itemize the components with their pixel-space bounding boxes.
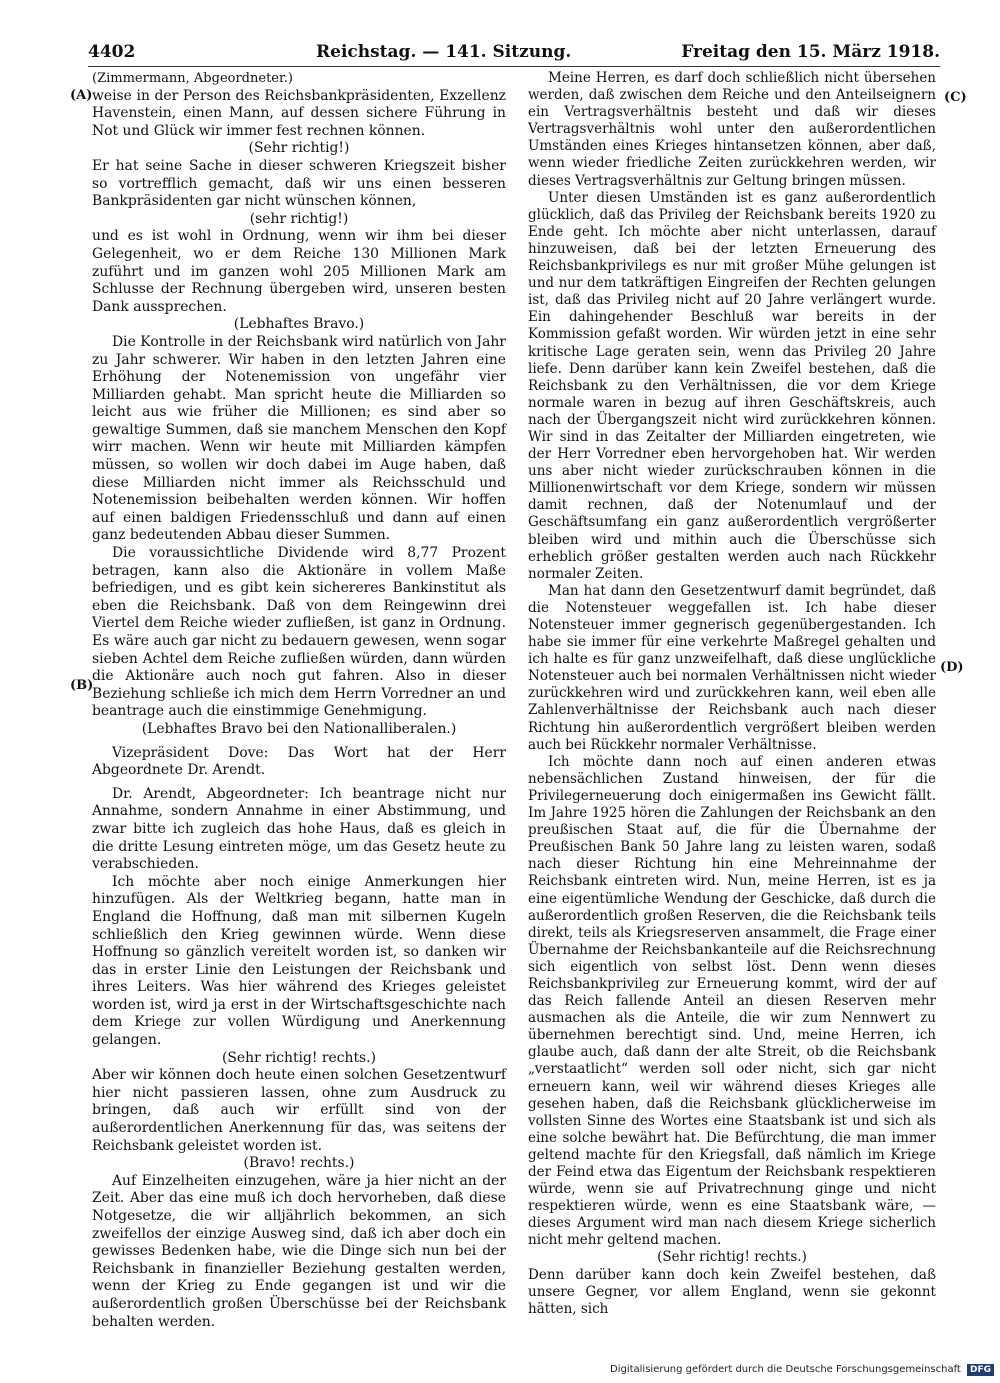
- interjection: (Sehr richtig! rechts.): [221, 1049, 376, 1066]
- paragraph: Ich möchte dann noch auf einen anderen etwas nebensächlichen Zustand hinweisen, der für die Privilegerneuerung doch einigermaßen ins Gewicht fällt. Im Jahre 1925 hören die Zahlungen der Reichsbank an den preußischen Staat auf, die für die Übernahme der Preußischen Bank 50 Jahre lang zu leisten waren, sodaß nach dieser Richtung hin eine Mehreinnahme der Reichsbank eintreten wird. Nun, meine Herren, ist es ja eine eigentümliche Wendung der Geschicke, daß durch die außerordentlich großen Reserven, die die Reichsbank teils direkt, teils als Kriegsreserven ansammelt, die Frage einer Übernahme der Reichsbankanteile auf die Reichsrechnung sich eigentlich von selbst löst. Denn wenn dieses Reichsbankprivileg zur Erneuerung kommt, wird der auf das Reich fallende Anteil an diesen Reserven mehr ausmachen als die Anteile, die wir zum Nennwert zu übernehmen berechtigt sind. Und, meine Herren, ich glaube auch, daß dann der alte Streit, ob die Reichsbank „verstaatlicht“ werden soll oder nicht, sich gar nicht erneuern kann, weil wir während dieses Krieges alle gesehen haben, daß die Reichsbank glücklicherweise im vollsten Sinne des Wortes eine Staatsbank ist und sich als eine solche bewährt hat. Die Befürchtung, die man immer geltend machte für den Kriegsfall, daß nämlich im Kriege der Feind etwa das Eigentum der Reichsbank respektieren würde, wenn sie auf Privatrechnung ginge und nicht respektieren würde, wenn es eine Staatsbank wäre, — dieses Argument wird man nach diesem Kriege sicherlich nicht mehr geltend machen.: [528, 753, 936, 1249]
- paragraph: Dr. Arendt, Abgeordneter: Ich beantrage nicht nur Annahme, sondern Annahme in einer Abstimmung, und zwar bitte ich zugleich das hohe Haus, daß es gleich in die dritte Lesung eintreten möge, um das Gesetz heute zu verabschieden.: [92, 785, 506, 873]
- paragraph: Aber wir können doch heute einen solchen Gesetzentwurf hier nicht passieren lassen, ohne zum Ausdruck zu bringen, daß auch wir erfüllt sind von der außerordentlichen Anerkennung für das, was seitens der Reichsbank geleistet worden ist.: [92, 1067, 506, 1154]
- paragraph: Meine Herren, es darf doch schließlich nicht übersehen werden, daß zwischen dem Reiche und den Anteilseignern ein Vertragsverhältnis besteht und daß wir dieses Vertragsverhältnis wohl unter den außerordentlichen Umständen eines Krieges hintansetzen können, aber daß, wenn wieder friedliche Zeiten zurückkehren werden, wir dieses Vertragsverhältnis zur Geltung bringen müssen.: [528, 70, 936, 189]
- right-column: [528, 70, 936, 1318]
- dfg-logo: DFG: [967, 1364, 994, 1376]
- paragraph: Er hat seine Sache in dieser schweren Kriegszeit bisher so vortrefflich gemacht, daß wir uns einen besseren Bankpräsidenten gar nicht wünschen können,: [92, 157, 506, 210]
- paragraph: Unter diesen Umständen ist es ganz außerordentlich glücklich, daß das Privileg der Reichsbank bereits 1920 zu Ende geht. Ich möchte aber nicht unterlassen, darauf hinzuweisen, daß bei der letzten Erneuerung des Reichsbankprivilegs es nur mit großer Mühe gelungen ist und nur dem tatkräftigen Eingreifen der Rechten gelungen ist, daß das Privileg nicht auf 20 Jahre verlängert wurde. Ein dahingehender Beschluß war bereits in der Kommission gefaßt worden. Wir würden jetzt in eine sehr kritische Lage geraten sein, wenn das Privileg 20 Jahre liefe. Denn darüber kann kein Zweifel bestehen, daß die Reichsbank zu den Verhältnissen, die vor dem Kriege normale waren in bezug auf ihren Geschäftskreis, auch nach der Übergangszeit nicht wird zurückkehren können. Wir sind in das Zeitalter der Milliarden eingetreten, wie der Herr Vorredner eben hervorgehoben hat. Wir werden uns aber nicht wieder zurückschrauben können in die Millionenwirtschaft vor dem Kriege, sondern wir müssen damit rechnen, daß der Notenumlauf und der Geschäftsumfang ein ganz außerordentlich vergrößerter bleiben wird und mithin auch die Überschüsse sich erheblich größer gestalten werden auch nach Rückkehr normaler Zeiten.: [528, 189, 936, 582]
- margin-marker-a: (A): [70, 88, 93, 103]
- interjection: (sehr richtig!): [249, 210, 349, 227]
- header-date: Freitag den 15. März 1918.: [681, 42, 940, 62]
- page-number: 4402: [88, 42, 136, 62]
- page-header: [88, 40, 940, 67]
- margin-marker-c: (C): [944, 90, 967, 105]
- paragraph: Vizepräsident Dove: Das Wort hat der Herr Abgeordnete Dr. Arendt.: [92, 744, 506, 779]
- left-column: [92, 70, 506, 1331]
- digitization-footer: [610, 1364, 994, 1376]
- paragraph: Die voraussichtliche Dividende wird 8,77 Prozent betragen, kann also die Aktionäre in vollem Maße befriedigen, und es gibt kein sichereres Bankinstitut als eben die Reichsbank. Daß von dem Reingewinn drei Viertel dem Reiche wieder zufließen, ist ganz in Ordnung. Es wäre auch gar nicht zu bedauern gewesen, wenn sogar sieben Achtel dem Reiche zufließen würden, dann würden die Aktionäre auch noch gut fahren. Also in dieser Beziehung schließe ich mich dem Herrn Vorredner an und beantrage auch die einstimmige Genehmigung.: [92, 545, 506, 720]
- paragraph: weise in der Person des Reichsbankpräsidenten, Exzellenz Havenstein, einen Mann, auf dessen sichere Führung in Not und Glück wir immer fest rechnen können.: [92, 87, 506, 139]
- footer-text: Digitalisierung gefördert durch die Deutsche Forschungsgemeinschaft: [610, 1364, 961, 1375]
- margin-marker-b: (B): [70, 678, 94, 693]
- margin-marker-d: (D): [940, 660, 964, 675]
- interjection: (Sehr richtig!): [248, 140, 350, 157]
- interjection: (Lebhaftes Bravo bei den Nationalliberalen.): [141, 720, 457, 737]
- header-title: Reichstag. — 141. Sitzung.: [316, 42, 572, 62]
- paragraph: Man hat dann den Gesetzentwurf damit begründet, daß die Notensteuer weggefallen ist. Ich habe dieser Notensteuer immer gegnerisch gegenübergestanden. Ich habe sie immer für eine verkehrte Maßregel gehalten und ich halte es für ganz unzweifelhaft, daß diese unglückliche Notensteuer auch bei normalen Verhältnissen nicht wieder zurückkehren wird und zurückkehren kann, weil eben alle Zahlenverhältnisse der Reichsbank auch nach dieser Richtung hin außerordentlich vergrößert bleiben werden auch bei Rückkehr normaler Verhältnisse.: [528, 582, 936, 753]
- interjection: (Sehr richtig! rechts.): [657, 1249, 807, 1266]
- interjection: (Bravo! rechts.): [243, 1155, 355, 1172]
- paragraph: Ich möchte aber noch einige Anmerkungen hier hinzufügen. Als der Weltkrieg begann, hatte man in England die Hoffnung, daß man mit silbernen Kugeln schließlich den Krieg gewinnen würde. Wenn diese Hoffnung so gänzlich vereitelt worden ist, so danken wir das in erster Linie den Leistungen der Reichsbank und ihres Leiters. Was hier während des Krieges geleistet worden ist, wird ja erst in der Wirtschaftsgeschichte nach dem Kriege zur vollen Würdigung und Anerkennung gelangen.: [92, 873, 506, 1049]
- paragraph: Denn darüber kann doch kein Zweifel bestehen, daß unsere Gegner, vor allem England, wenn sie gekonnt hätten, sich: [528, 1266, 936, 1317]
- paragraph: und es ist wohl in Ordnung, wenn wir ihm bei dieser Gelegenheit, wo er dem Reiche 130 Millionen Mark zuführt und im ganzen wohl 205 Millionen Mark am Schlusse der Rechnung übergeben wird, unseren besten Dank aussprechen.: [92, 228, 506, 315]
- speaker-line: (Zimmermann, Abgeordneter.): [92, 71, 293, 86]
- paragraph: Die Kontrolle in der Reichsbank wird natürlich von Jahr zu Jahr schwerer. Wir haben in den letzten Jahren eine Erhöhung der Notenemission von ungefähr vier Milliarden gehabt. Man spricht heute die Milliarden so leicht aus wie früher die Millionen; es sind aber so gewaltige Summen, daß sie manchem Menschen den Kopf wirr machen. Wenn wir heute mit Milliarden kämpfen müssen, so wollen wir doch dabei im Auge haben, daß diese Milliarden nicht immer als Reichsschuld und Notenemission beibehalten werden können. Wir hoffen auf einen baldigen Friedensschluß und dann auf einen ganz bedeutenden Abbau dieser Summen.: [92, 333, 506, 544]
- paragraph: Auf Einzelheiten einzugehen, wäre ja hier nicht an der Zeit. Aber das eine muß ich doch hervorheben, daß diese Notgesetze, die wir alljährlich bekommen, an sich zweifellos der einzige Ausweg sind, daß ich aber doch ein gewisses Bedenken habe, wie die Dinge sich nun bei der Reichsbank in finanzieller Beziehung gestalten werden, wenn der Krieg zu Ende gegangen ist und wir die außerordentlich großen Überschüsse bei der Reichsbank behalten werden.: [92, 1172, 506, 1330]
- interjection: (Lebhaftes Bravo.): [233, 316, 365, 333]
